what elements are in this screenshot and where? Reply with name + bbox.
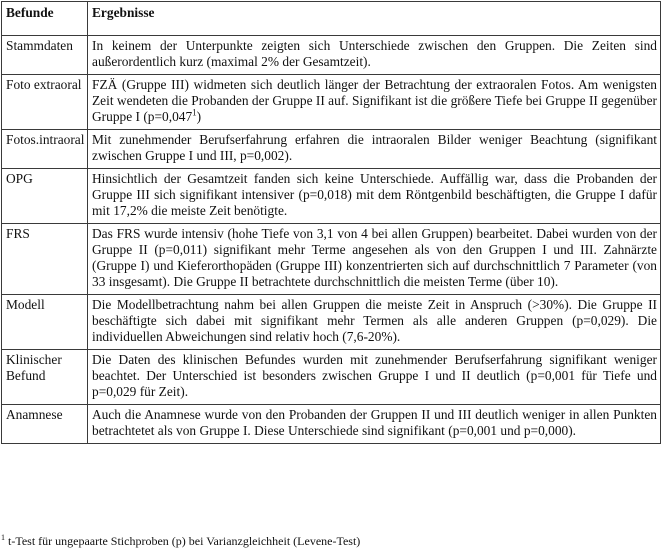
ergebnis-cell: Mit zunehmender Berufserfahrung erfahren die intraoralen Bilder weniger Beachtung (signifikant zwischen Gruppe I und III, p=0,002). bbox=[88, 130, 661, 169]
table-row-foto-extraoral bbox=[2, 75, 661, 130]
header-ergebnisse: Ergebnisse bbox=[88, 2, 661, 36]
ergebnis-cell: Die Daten des klinischen Befundes wurden mit zunehmender Berufserfahrung signifikant weniger beachtet. Der Unterschied ist besonders zwischen Gruppe I und II deutlich (p=0,001 für Tiefe und p=0,029 für Zeit). bbox=[88, 350, 661, 405]
results-table bbox=[1, 1, 661, 444]
header-befunde: Befunde bbox=[2, 2, 88, 36]
ergebnis-cell: Hinsichtlich der Gesamtzeit fanden sich keine Unterschiede. Auffällig war, dass die Probanden der Gruppe III sich signifikant intensiver (p=0,018) mit dem Röntgenbild beschäftigten, die Gruppe I dafür mit 17,2% die meiste Zeit benötigte. bbox=[88, 169, 661, 224]
ergebnis-cell: Das FRS wurde intensiv (hohe Tiefe von 3,1 von 4 bei allen Gruppen) bearbeitet. Dabei wurden von der Gruppe II (p=0,011) signifikant mehr Terme angesehen als von den Gruppen I und III. Zahnärzte (Gruppe I) und Kieferorthopäden (Gruppe III) konzentrierten sich auf durchschnittlich 7 Parameter (von 33 insgesamt). Die Gruppe II betrachtete durchschnittlich die meisten Terme (über 10). bbox=[88, 224, 661, 295]
befund-cell: Foto extraoral bbox=[2, 75, 88, 130]
befund-cell: Anamnese bbox=[2, 405, 88, 444]
footnote-text: t-Test für ungepaarte Stichproben (p) bei Varianzgleichheit (Levene-Test) bbox=[5, 534, 361, 548]
ergebnis-cell bbox=[88, 75, 661, 130]
ergebnis-cell: Die Modellbetrachtung nahm bei allen Gruppen die meiste Zeit in Anspruch (>30%). Die Gruppe II beschäftigte sich dabei mit signifikant mehr Termen als alle anderen Gruppen (p=0,029). Die individuellen Abweichungen sind relativ hoch (7,6-20%). bbox=[88, 295, 661, 350]
befund-cell: Fotos.intraoral bbox=[2, 130, 88, 169]
table-row-modell bbox=[2, 295, 661, 350]
table-row-opg bbox=[2, 169, 661, 224]
table-header-row bbox=[2, 2, 661, 36]
befund-cell: Klinischer Befund bbox=[2, 350, 88, 405]
table-row-klinischer-befund bbox=[2, 350, 661, 405]
results-table-container bbox=[1, 1, 660, 444]
table-row-fotos-intraoral bbox=[2, 130, 661, 169]
befund-cell: Modell bbox=[2, 295, 88, 350]
footnote-reference: 1 bbox=[192, 107, 197, 118]
ergebnis-text-end: ) bbox=[196, 109, 202, 124]
ergebnis-cell: Auch die Anamnese wurde von den Probanden der Gruppen II und III deutlich weniger in allen Punkten betrachtetet als von Gruppe I. Diese Unterschiede sind signifikant (p=0,001 und p=0,000). bbox=[88, 405, 661, 444]
footnote-marker: 1 bbox=[1, 533, 5, 542]
ergebnis-cell: In keinem der Unterpunkte zeigten sich Unterschiede zwischen den Gruppen. Die Zeiten sind außerordentlich kurz (maximal 2% der Gesamtzeit). bbox=[88, 36, 661, 75]
table-row-frs bbox=[2, 224, 661, 295]
table-row-stammdaten bbox=[2, 36, 661, 75]
befund-cell: FRS bbox=[2, 224, 88, 295]
footnote bbox=[1, 534, 360, 548]
befund-cell: OPG bbox=[2, 169, 88, 224]
befund-cell: Stammdaten bbox=[2, 36, 88, 75]
table-row-anamnese bbox=[2, 405, 661, 444]
ergebnis-text: FZÄ (Gruppe III) widmeten sich deutlich länger der Betrachtung der extraoralen Fotos. Am wenigsten Zeit wendeten die Probanden der Gruppe II auf. Signifikant ist die größere Tiefe bei Gruppe II gegenüber Gruppe I (p=0,047 bbox=[92, 77, 657, 124]
